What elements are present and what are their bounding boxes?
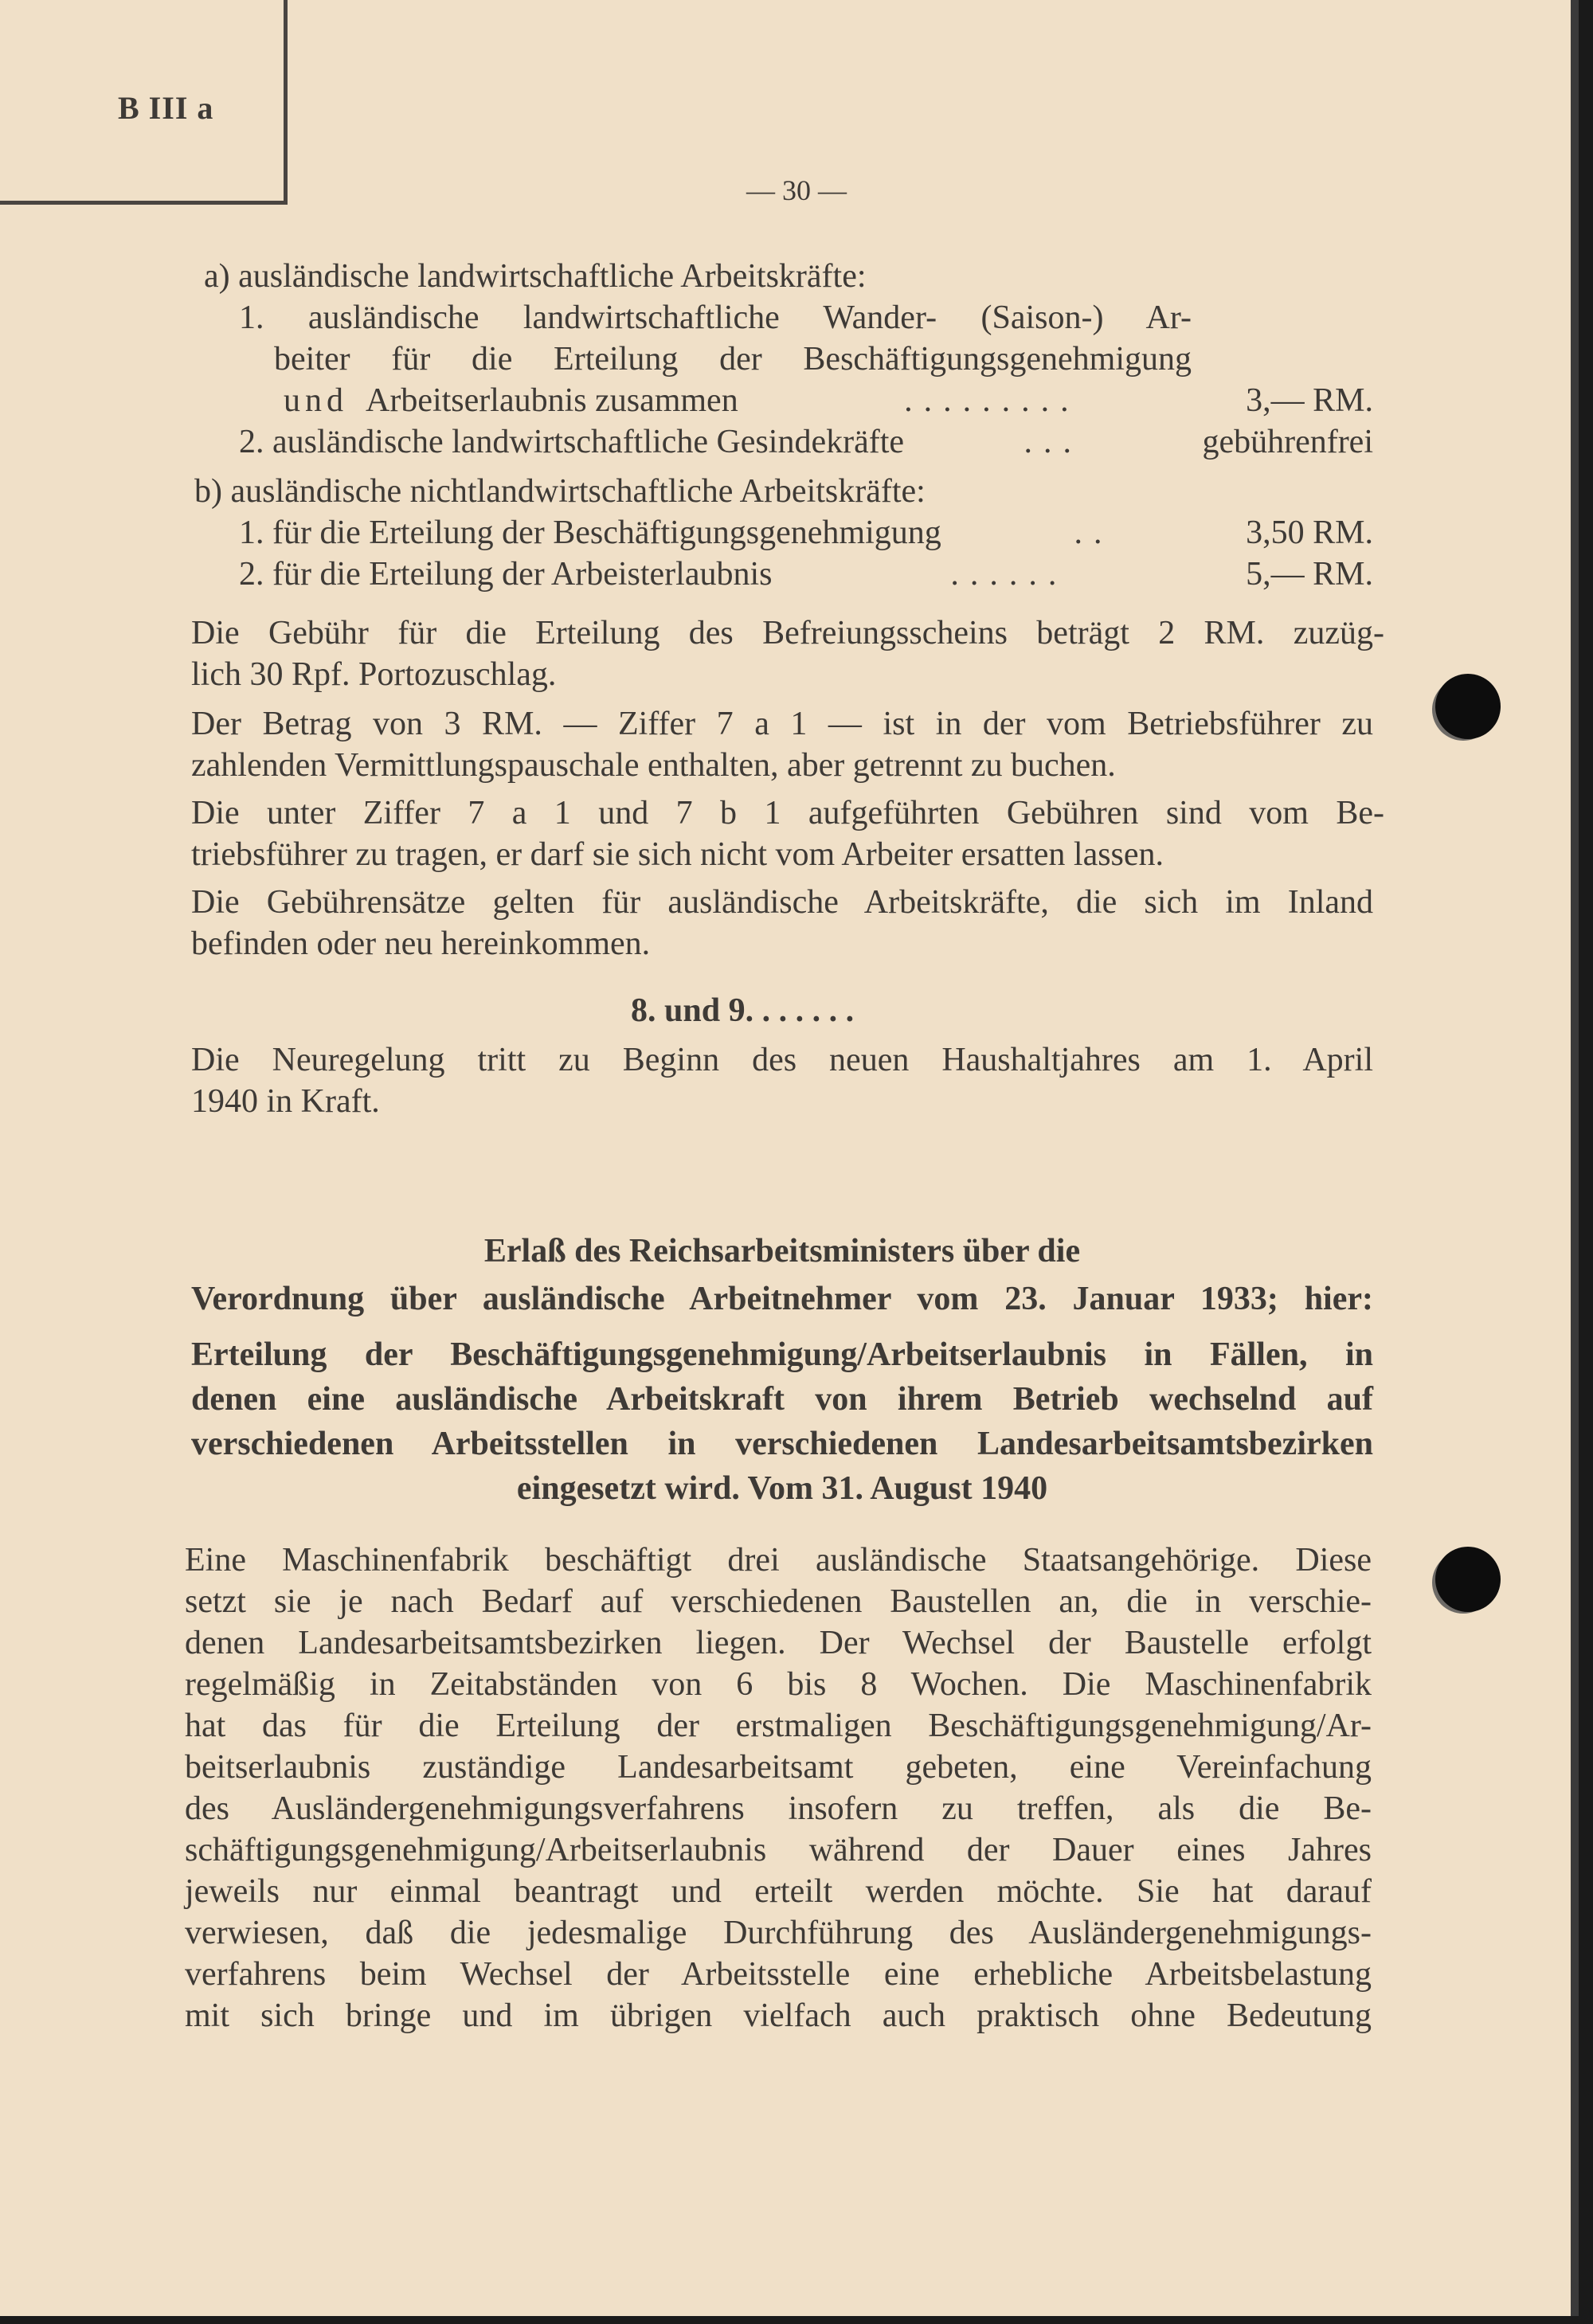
decree-body-line: beitserlaubnis zuständige Landesarbeitsamt gebeten, eine Vereinfachung: [185, 1749, 1372, 1786]
decree-body-line: des Ausländergenehmigungsverfahrens insofern zu treffen, als die Be-: [185, 1790, 1372, 1827]
paragraph-3-line2: triebsführer zu tragen, er darf sie sich nicht vom Arbeiter ersatten lassen.: [191, 836, 1164, 873]
decree-body-line: regelmäßig in Zeitabständen von 6 bis 8 Wochen. Die Maschinenfabrik: [185, 1666, 1372, 1703]
leader-dots: ......: [950, 556, 1068, 593]
fees-a2-text: 2. ausländische landwirtschaftliche Gesindekräfte: [239, 424, 905, 460]
paragraph-5-line2: 1940 in Kraft.: [191, 1083, 380, 1120]
decree-body-line: mit sich bringe und im übrigen vielfach auch praktisch ohne Bedeutung: [185, 1997, 1372, 2034]
section-code: B III a: [118, 90, 214, 126]
decree-body-line: verwiesen, daß die jedesmalige Durchführung des Ausländergenehmigungs-: [185, 1915, 1372, 1951]
decree-title-line5: verschiedenen Arbeitsstellen in verschiedenen Landesarbeitsamtsbezirken: [191, 1426, 1373, 1462]
paragraph-2-line2: zahlenden Vermittlungspauschale enthalten, aber getrennt zu buchen.: [191, 747, 1116, 784]
fees-b2-row: [239, 554, 1373, 594]
decree-body-line: verfahrens beim Wechsel der Arbeitsstelle eine erhebliche Arbeitsbelastung: [185, 1956, 1372, 1993]
fees-b2-text: 2. für die Erteilung der Arbeisterlaubnis: [239, 556, 773, 593]
fees-a-label: a) ausländische landwirtschaftliche Arbeitskräfte:: [204, 258, 867, 295]
punch-hole: [1435, 1547, 1501, 1612]
leader-dots: ...: [1024, 424, 1082, 460]
decree-body-line: hat das für die Erteilung der erstmaligen Beschäftigungsgenehmigung/Ar-: [185, 1708, 1372, 1744]
page-number: — 30 —: [746, 174, 847, 206]
sections-8-9: 8. und 9. . . . . . .: [631, 992, 855, 1029]
decree-title-line1: Erlaß des Reichsarbeitsministers über die: [483, 1233, 1081, 1270]
decree-body-line: setzt sie je nach Bedarf auf verschiedenen Baustellen an, die in verschie-: [185, 1583, 1372, 1620]
fees-a1-text: Arbeitserlaubnis zusammen: [366, 382, 738, 419]
decree-body-line: schäftigungsgenehmigung/Arbeitserlaubnis während der Dauer eines Jahres: [185, 1832, 1372, 1868]
paragraph-1-line2: lich 30 Rpf. Portozuschlag.: [191, 656, 557, 693]
paragraph-1-line1: Die Gebühr für die Erteilung des Befreiungsscheins beträgt 2 RM. zuzüg-: [191, 615, 1384, 651]
fees-b1-text: 1. für die Erteilung der Beschäftigungsgenehmigung: [239, 514, 941, 551]
leader-dots: ..: [1074, 514, 1114, 551]
paragraph-4-line2: befinden oder neu hereinkommen.: [191, 925, 651, 962]
fees-a1-und: und: [284, 382, 348, 419]
punch-hole: [1435, 674, 1501, 739]
decree-body-line: denen Landesarbeitsamtsbezirken liegen. Der Wechsel der Baustelle erfolgt: [185, 1625, 1372, 1661]
fees-b1-row: [239, 513, 1373, 553]
decree-title-line4: denen eine ausländische Arbeitskraft von ihrem Betrieb wechselnd auf: [191, 1381, 1373, 1418]
paragraph-3-line1: Die unter Ziffer 7 a 1 und 7 b 1 aufgeführten Gebühren sind vom Be-: [191, 795, 1384, 831]
paragraph-4-line1: Die Gebührensätze gelten für ausländische Arbeitskräfte, die sich im Inland: [191, 884, 1373, 921]
fees-a1-line1: 1. ausländische landwirtschaftliche Wander- (Saison-) Ar-: [239, 299, 1192, 336]
decree-title-line2: Verordnung über ausländische Arbeitnehmer vom 23. Januar 1933; hier:: [191, 1281, 1373, 1317]
leader-dots: .........: [904, 382, 1080, 419]
fees-a2-row: [239, 422, 1373, 462]
fees-a1-amount: 3,— RM.: [1246, 382, 1373, 419]
decree-title-line6: eingesetzt wird. Vom 31. August 1940: [516, 1470, 1048, 1507]
fees-a1-row: [284, 381, 1373, 421]
fees-b-label: b) ausländische nichtlandwirtschaftliche Arbeitskräfte:: [194, 473, 926, 510]
paragraph-5-line1: Die Neuregelung tritt zu Beginn des neuen Haushaltjahres am 1. April: [191, 1042, 1373, 1078]
fees-a2-amount: gebührenfrei: [1202, 424, 1373, 460]
fees-b2-amount: 5,— RM.: [1246, 556, 1373, 593]
paragraph-2-line1: Der Betrag von 3 RM. — Ziffer 7 a 1 — ist in der vom Betriebsführer zu: [191, 706, 1373, 742]
decree-title-line3: Erteilung der Beschäftigungsgenehmigung/Arbeitserlaubnis in Fällen, in: [191, 1336, 1373, 1373]
fees-b1-amount: 3,50 RM.: [1246, 514, 1373, 551]
fees-a1-line2: beiter für die Erteilung der Beschäftigungsgenehmigung: [274, 341, 1192, 378]
decree-body-line: jeweils nur einmal beantragt und erteilt werden möchte. Sie hat darauf: [185, 1873, 1372, 1910]
decree-body-line: Eine Maschinenfabrik beschäftigt drei ausländische Staatsangehörige. Diese: [185, 1542, 1372, 1579]
